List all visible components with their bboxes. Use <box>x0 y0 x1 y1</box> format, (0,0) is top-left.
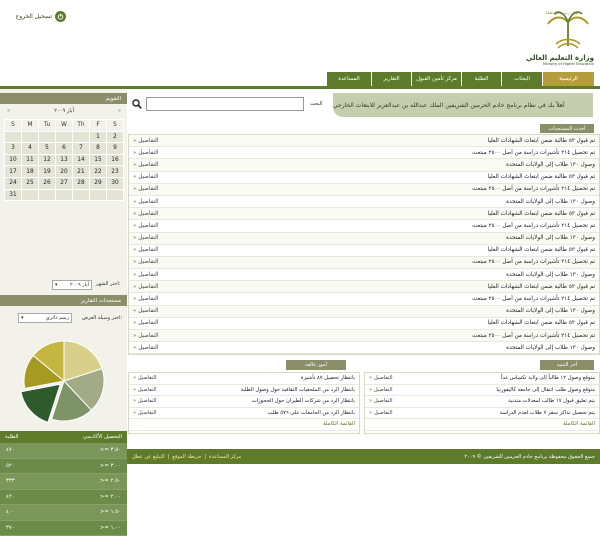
calendar-day[interactable]: 24 <box>5 177 22 189</box>
news-title-link[interactable]: تم تحصيل ٢١٤ تأشيرات دراسة من أصل ٢٥٠٠ مبتعث <box>472 259 595 265</box>
calendar-empty-cell <box>39 131 56 143</box>
calendar-empty-cell <box>90 189 107 201</box>
ministry-name-en: Ministry of Higher Education <box>543 62 594 66</box>
page-header <box>0 0 600 72</box>
calendar-empty-cell <box>22 189 39 201</box>
news-title-link[interactable]: تم قبول ٥٣ طالبة ضمن ابتعاث الشهادات العليا <box>488 320 595 326</box>
stats-header-students: الطلبة <box>5 434 18 440</box>
stats-count: ٤٧٠ <box>6 447 15 453</box>
calendar-day-header: Tu <box>39 120 56 132</box>
news-details-link[interactable]: التفاصيل « <box>133 320 158 326</box>
calendar-week <box>5 166 124 178</box>
calendar-week <box>5 154 124 166</box>
news-title-link[interactable]: تم تحصيل ٢١٤ تأشيرات دراسة من أصل ٢٥٠٠ مبتعث <box>472 223 595 229</box>
calendar-day-header: W <box>56 120 73 132</box>
logout-label: تسجيل الخروج <box>15 13 52 20</box>
calendar-day[interactable]: 21 <box>73 166 90 178</box>
footer-separator: | <box>168 454 170 460</box>
news-row <box>129 306 599 318</box>
alerts-row <box>365 373 599 385</box>
alerts-details-link[interactable]: التفاصيل « <box>369 375 393 381</box>
calendar-day[interactable]: 16 <box>107 154 124 166</box>
alerts-header: آخر التنبيه <box>540 360 594 370</box>
stats-count: ٤٢٠ <box>6 494 15 500</box>
stats-gpa: ٢.٥٠ =< <box>100 478 121 484</box>
tab-students[interactable]: الطلبة <box>461 72 501 86</box>
chart-type-select[interactable] <box>18 313 72 323</box>
news-details-link[interactable]: التفاصيل « <box>133 150 158 156</box>
stats-row <box>0 521 127 536</box>
calendar-day[interactable]: 11 <box>22 154 39 166</box>
pending-details-link[interactable]: التفاصيل « <box>133 398 157 404</box>
pending-item-link[interactable]: بانتظار تحصيل ٨٧ تأشيرة <box>301 375 355 381</box>
page-footer <box>127 449 600 464</box>
calendar-day[interactable]: 19 <box>39 166 56 178</box>
month-select[interactable] <box>52 280 92 290</box>
alerts-row <box>365 408 599 420</box>
stats-count: ٣٣٣ <box>6 478 15 484</box>
calendar-day[interactable]: 7 <box>73 143 90 155</box>
calendar-day[interactable]: 1 <box>90 131 107 143</box>
calendar-day[interactable]: 8 <box>90 143 107 155</box>
search-button[interactable] <box>130 97 144 111</box>
pending-item-link[interactable]: بانتظار الرد من شركات الطيران حول الحجوزات <box>252 398 355 404</box>
news-details-link[interactable]: التفاصيل « <box>133 211 158 217</box>
news-row <box>129 220 599 232</box>
news-details-link[interactable]: التفاصيل « <box>133 186 158 192</box>
calendar-empty-cell <box>107 189 124 201</box>
stats-gpa: ١.٠٠ =< <box>100 525 121 531</box>
pending-row <box>129 373 359 385</box>
welcome-banner: أهلاً بك في نظام برنامج خادم الحرمين الشريفين الملك عبدالله بن عبدالعزيز للابتعاث الخارجي <box>333 93 593 117</box>
calendar-empty-cell <box>22 131 39 143</box>
calendar-day[interactable]: 6 <box>56 143 73 155</box>
news-title-link[interactable]: تم قبول ٥٣ طالبة ضمن ابتعاث الشهادات العليا <box>488 211 595 217</box>
news-row <box>129 196 599 208</box>
calendar-week <box>5 177 124 189</box>
calendar-day[interactable]: 15 <box>90 154 107 166</box>
footer-separator: | <box>204 454 206 460</box>
footer-copyright: جميع الحقوق محفوظة برنامج خادم الحرمين الشريفين © ٢٠٠٩ <box>464 454 595 460</box>
calendar-empty-cell <box>73 189 90 201</box>
stats-header-row <box>0 431 127 443</box>
alerts-item-link[interactable]: يتم تحصيل تذاكر سفر ٧ طلاب لعدم الدراسة <box>500 410 595 416</box>
stats-count: ٣٧٠ <box>6 525 15 531</box>
news-row <box>129 159 599 171</box>
news-details-link[interactable]: التفاصيل « <box>133 272 158 278</box>
news-row <box>129 147 599 159</box>
news-title-link[interactable]: وصول ١٣٠ طلاب إلى الولايات المتحدة <box>506 345 595 351</box>
calendar-day-header: M <box>22 120 39 132</box>
logo-tagline: وقل رب زدني علما <box>546 10 578 15</box>
stats-gpa: ٣.٥٠ =< <box>100 447 121 453</box>
calendar-prev-button[interactable]: « <box>5 108 12 114</box>
calendar-day[interactable]: 5 <box>39 143 56 155</box>
calendar-day-header: Th <box>73 120 90 132</box>
alerts-details-link[interactable]: التفاصيل « <box>369 398 393 404</box>
calendar-day[interactable]: 2 <box>107 131 124 143</box>
news-row <box>129 208 599 220</box>
calendar-empty-cell <box>5 131 22 143</box>
calendar-day[interactable]: 22 <box>90 166 107 178</box>
calendar-week <box>5 131 124 143</box>
month-select-value: أيار ٢٠٠٩ <box>70 282 89 288</box>
news-title-link[interactable]: وصول ١٣٠ طلاب إلى الولايات المتحدة <box>506 272 595 278</box>
news-row <box>129 233 599 245</box>
tab-help[interactable]: المساعدة <box>326 72 371 86</box>
chevron-down-icon: ▾ <box>55 282 58 288</box>
footer-link-help[interactable]: مركز المساعدة <box>209 454 241 460</box>
calendar-day[interactable]: 9 <box>107 143 124 155</box>
pending-footer-row <box>129 419 359 431</box>
news-details-link[interactable]: التفاصيل « <box>133 333 158 339</box>
pending-header: أمور عالقة <box>286 360 346 370</box>
news-row <box>129 281 599 293</box>
news-details-link[interactable]: التفاصيل « <box>133 199 158 205</box>
calendar-day[interactable]: 12 <box>39 154 56 166</box>
calendar-week <box>5 189 124 201</box>
news-title-link[interactable]: وصول ١٣٠ طلاب إلى الولايات المتحدة <box>506 199 595 205</box>
month-select-label: اختر الشهر: <box>96 281 120 287</box>
pending-row <box>129 396 359 408</box>
latest-news-header: أحدث المستجدات <box>540 124 594 133</box>
calendar-day[interactable]: 27 <box>56 177 73 189</box>
pending-row <box>129 385 359 397</box>
calendar-month-nav <box>5 107 123 115</box>
news-row <box>129 269 599 281</box>
calendar-empty-cell <box>39 189 56 201</box>
calendar-day[interactable]: 29 <box>90 177 107 189</box>
stats-row <box>0 443 127 459</box>
news-row <box>129 342 599 354</box>
calendar-grid <box>4 119 124 201</box>
footer-link-sitemap[interactable]: خريطة الموقع <box>172 454 201 460</box>
chart-type-value: رسم دائري <box>46 315 69 321</box>
calendar-month-label: أيار ٢٠٠٩ <box>54 108 74 114</box>
news-title-link[interactable]: تم قبول ٥٣ طالبة ضمن ابتعاث الشهادات العليا <box>488 174 595 180</box>
calendar-day[interactable]: 14 <box>73 154 90 166</box>
stats-row <box>0 490 127 506</box>
calendar-day-header: S <box>107 120 124 132</box>
news-details-link[interactable]: التفاصيل « <box>133 259 158 265</box>
news-title-link[interactable]: تم قبول ٥٣ طالبة ضمن ابتعاث الشهادات العليا <box>488 138 595 144</box>
ministry-name-ar: وزارة التعليم العالي <box>526 54 594 62</box>
calendar-week <box>5 143 124 155</box>
ministry-logo <box>540 6 596 68</box>
news-details-link[interactable]: التفاصيل « <box>133 345 158 351</box>
news-row <box>129 245 599 257</box>
calendar-day[interactable]: 20 <box>56 166 73 178</box>
pending-details-link[interactable]: التفاصيل « <box>133 387 157 393</box>
stats-row <box>0 505 127 521</box>
calendar-day[interactable]: 23 <box>107 166 124 178</box>
news-title-link[interactable]: تم تحصيل ٢١٤ تأشيرات دراسة من أصل ٢٥٠٠ مبتعث <box>472 296 595 302</box>
alerts-item-link[interactable]: يتم تعليق قبول ١٧ طالب لمعدلات متدنية <box>508 398 595 404</box>
stats-count: ٥٢٠ <box>6 463 15 469</box>
main-navigation <box>326 72 594 86</box>
alerts-row <box>365 385 599 397</box>
news-details-link[interactable]: التفاصيل « <box>133 174 158 180</box>
news-row <box>129 135 599 147</box>
pending-full-list-link[interactable]: القائمة الكاملة <box>323 421 355 427</box>
pending-details-link[interactable]: التفاصيل « <box>133 410 157 416</box>
calendar-day-header: F <box>90 120 107 132</box>
news-row <box>129 172 599 184</box>
alerts-full-list-link[interactable]: القائمة الكاملة <box>563 421 595 427</box>
calendar-day[interactable]: 18 <box>22 166 39 178</box>
news-row <box>129 184 599 196</box>
calendar-day[interactable]: 10 <box>5 154 22 166</box>
calendar-day[interactable]: 28 <box>73 177 90 189</box>
search-icon <box>132 99 142 109</box>
main-content <box>128 89 600 464</box>
calendar-day[interactable]: 25 <box>22 177 39 189</box>
news-title-link[interactable]: تم تحصيل ٢١٤ تأشيرات دراسة من أصل ٢٥٠٠ مبتعث <box>472 333 595 339</box>
news-title-link[interactable]: تم تحصيل ٢١٤ تأشيرات دراسة من أصل ٢٥٠٠ مبتعث <box>472 150 595 156</box>
pending-details-link[interactable]: التفاصيل « <box>133 375 157 381</box>
news-details-link[interactable]: التفاصيل « <box>133 284 158 290</box>
news-row <box>129 293 599 305</box>
calendar-day[interactable]: 17 <box>5 166 22 178</box>
search-input[interactable] <box>146 97 304 111</box>
stats-row <box>0 474 127 490</box>
news-title-link[interactable]: تم تحصيل ٢١٤ تأشيرات دراسة من أصل ٢٥٠٠ مبتعث <box>472 186 595 192</box>
calendar-day[interactable]: 26 <box>39 177 56 189</box>
tab-home[interactable]: الرئيسية <box>542 72 594 86</box>
footer-link-report-issue[interactable]: التبليغ عن عطل <box>132 454 165 460</box>
stats-gpa: ٣.٠٠ =< <box>100 463 121 469</box>
news-row <box>129 330 599 342</box>
news-details-link[interactable]: التفاصيل « <box>133 235 158 241</box>
calendar-day[interactable]: 4 <box>22 143 39 155</box>
news-row <box>129 257 599 269</box>
alerts-details-link[interactable]: التفاصيل « <box>369 387 393 393</box>
pending-list <box>128 372 360 434</box>
calendar-day[interactable]: 13 <box>56 154 73 166</box>
news-details-link[interactable]: التفاصيل « <box>133 296 158 302</box>
stats-gpa: ١.٥٠ =< <box>100 509 121 515</box>
footer-links <box>132 454 241 460</box>
news-title-link[interactable]: تم قبول ٥٣ طالبة ضمن ابتعاث الشهادات العليا <box>488 247 595 253</box>
tab-scholarships[interactable]: البعثات <box>501 72 542 86</box>
alerts-row <box>365 396 599 408</box>
news-details-link[interactable]: التفاصيل « <box>133 247 158 253</box>
tab-admission-center[interactable]: مركز تأمين القبول <box>411 72 461 86</box>
news-title-link[interactable]: وصول ١٣٠ طلاب إلى الولايات المتحدة <box>506 308 595 314</box>
alerts-item-link[interactable]: متوقع وصول طلب انتقال إلى جامعة كاليفورنيا <box>496 387 595 393</box>
pending-item-link[interactable]: بانتظار الرد من الجامعات على ٥٧٦ طلب <box>268 410 355 416</box>
logout-link[interactable] <box>6 9 66 23</box>
alerts-list <box>364 372 600 434</box>
news-details-link[interactable]: التفاصيل « <box>133 223 158 229</box>
report-pie-chart[interactable] <box>16 333 112 429</box>
calendar-day[interactable]: 3 <box>5 143 22 155</box>
power-icon <box>55 11 66 22</box>
news-title-link[interactable]: وصول ١٣٠ طلاب إلى الولايات المتحدة <box>506 162 595 168</box>
calendar-header: التقويم <box>0 93 127 104</box>
alerts-item-link[interactable]: متوقع وصول ١٢ طالباً إلى ولاية تكساس غداً <box>501 375 595 381</box>
display-method-label: اختر وسيلة العرض: <box>82 315 122 321</box>
calendar-empty-cell <box>73 131 90 143</box>
calendar-day-header: S <box>5 120 22 132</box>
chevron-down-icon: ▾ <box>21 315 24 321</box>
latest-news-list <box>128 134 600 355</box>
alerts-footer-row <box>365 419 599 431</box>
calendar-empty-cell <box>56 189 73 201</box>
reports-header: مستجدات التقارير <box>0 295 127 306</box>
stats-row <box>0 459 127 475</box>
pending-row <box>129 408 359 420</box>
left-sidebar <box>0 89 127 464</box>
news-details-link[interactable]: التفاصيل « <box>133 308 158 314</box>
pending-item-link[interactable]: بانتظار الرد من الملحقيات الثقافية حول وصول الطلبة <box>240 387 355 393</box>
alerts-details-link[interactable]: التفاصيل « <box>369 410 393 416</box>
stats-gpa: ٢.٠٠ =< <box>100 494 121 500</box>
stats-table <box>0 431 127 536</box>
calendar-empty-cell <box>56 131 73 143</box>
calendar-next-button[interactable]: » <box>116 108 123 114</box>
calendar-day[interactable]: 30 <box>107 177 124 189</box>
news-details-link[interactable]: التفاصيل « <box>133 138 158 144</box>
search-label: البحث <box>310 101 323 107</box>
news-row <box>129 318 599 330</box>
stats-header-gpa: التحصيل الأكاديمي <box>83 434 122 440</box>
news-details-link[interactable]: التفاصيل « <box>133 162 158 168</box>
news-title-link[interactable]: وصول ١٣٠ طلاب إلى الولايات المتحدة <box>506 235 595 241</box>
news-title-link[interactable]: تم قبول ٥٣ طالبة ضمن ابتعاث الشهادات العليا <box>488 284 595 290</box>
tab-reports[interactable]: التقارير <box>371 72 411 86</box>
calendar-day[interactable]: 31 <box>5 189 22 201</box>
stats-count: ٤٠٠ <box>6 509 15 515</box>
